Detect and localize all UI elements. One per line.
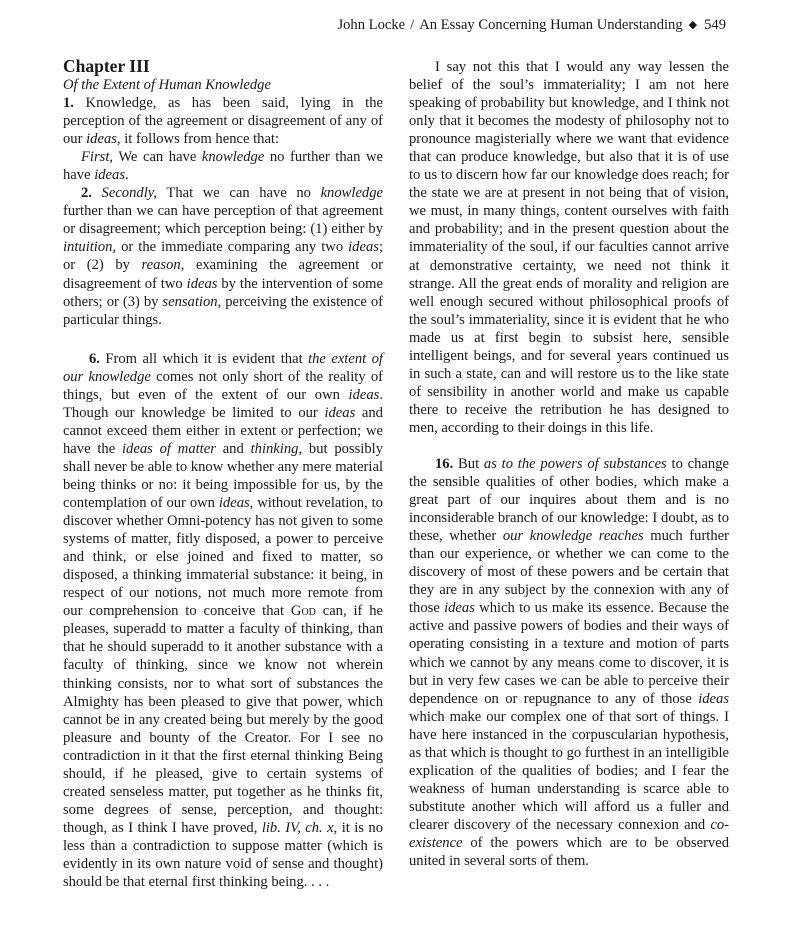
section-number: 16. [435, 455, 454, 472]
header-separator: / [410, 17, 415, 33]
section-1-paragraph [63, 94, 383, 148]
text-run: Knowledge, as has been said, lying in the perception of the agreement or disagreement of any of our [63, 95, 383, 148]
header-author: John Locke [337, 17, 406, 33]
text-run: But [453, 455, 484, 472]
italic-run: ideas [348, 386, 380, 403]
text-run: comes not only short of the reality of things, but even of the extent of our own [63, 368, 383, 403]
page-number: 549 [704, 17, 726, 33]
italic-run: ideas [186, 275, 218, 292]
italic-run: knowledge [201, 149, 265, 166]
italic-run: ideas [324, 404, 356, 421]
text-run: , but possibly shall never be able to know whether any mere material being thinks or no: it being impossible for us, by the contemplation of our own [63, 440, 384, 512]
text-run: , it follows from hence that: [116, 131, 280, 148]
text-run: , perceiving the existence of particular things. [63, 293, 383, 328]
immateriality-paragraph: I say not this that I would any way lessen the belief of the soul’s immateriality; I am not here speaking of probability but knowledge, and I think not only that it becomes the modesty of philosophy not to pronounce magisterially where we want that evidence that can produce knowledge, but also that it is of use to us to discern how far our knowledge does reach; for the state we are at present in not being that of vision, we must, in many things, content ourselves with faith and probability; and in the present question about the immateriality of the soul, if our faculties cannot arrive at demonstrative certainty, we need not think it strange. All the great ends of morality and religion are well enough secured without philosophical proofs of the soul’s immateriality, since it is evident that he who made us at first begin to subsist here, sensible intelligent beings, and for several years continued us in such a state, can and will restore us to the like state of sensibility in another world and make us capable there to receive the retribution he has designed to men, according to their doings in this life. [409, 59, 729, 436]
text-run: We can have [113, 149, 202, 166]
italic-run: ideas [86, 131, 117, 148]
text-run: , or the immediate comparing any two [112, 239, 349, 256]
first-paragraph [63, 148, 383, 184]
paragraph-gap [409, 437, 729, 455]
text-run: which make our complex one of that sort of things. I have here instanced in the corpuscularian hypothesis, as that which is thought to go furthest in an intelligible explication of the qualities of bodies; and I fear the weakness of human understanding is scarce able to substitute another which will afford us a fuller and clearer discovery of the necessary connexion and [409, 708, 729, 833]
text-run: no further than we have [63, 149, 383, 184]
right-column [409, 58, 729, 870]
text-run: . Though our knowledge be limited to our [63, 386, 383, 421]
text-run: From all which it is evident that [99, 350, 309, 367]
italic-run: lib. IV, ch. x [261, 819, 334, 836]
chapter-subtitle: Of the Extent of Human Knowledge [63, 77, 271, 93]
italic-run: reason [141, 257, 181, 274]
text-run: . [125, 167, 129, 184]
italic-run: ideas [218, 495, 250, 512]
italic-run: intuition [63, 239, 113, 256]
text-run: That we can have no [157, 185, 321, 202]
chapter-title: Chapter III [63, 56, 150, 76]
italic-run: ideas [348, 239, 379, 256]
paragraph-gap [63, 329, 383, 350]
text-run: , it is no less than a contradiction to suppose matter (which is evidently in its own nature void of sense and thought) should be that eternal first thinking being. . . . [63, 819, 383, 891]
section-number: 6. [89, 350, 100, 367]
section-number: 1. [63, 95, 74, 112]
text-run: and cannot exceed them either in extent or perfection; we have the [63, 404, 383, 457]
italic-run: sensation [162, 293, 218, 310]
text-run: which to us make its essence. Because the active and passive powers of bodies and their ways of operating consisting in a texture and motion of parts which we cannot by any means come to discover, it is but in very few cases we can be able to perceive their dependence on or repugnance to any of those [409, 600, 729, 707]
italic-run: ideas of matter [122, 440, 216, 457]
text-run: can, if he pleases, superadd to matter a faculty of thinking, than that he should superadd to it another substance with a faculty of thinking, since we know not wherein thinking consists, nor to what sort of substances the Almighty has been pleased to give that power, which cannot be in any created being but merely by the good pleasure and bounty of the Creator. For I see no contradiction in it that the first eternal thinking Being should, if he pleased, give to certain systems of created senseless matter, put together as he thinks fit, some degrees of sense, perception, and thought: though, as I think I have proved, [63, 603, 383, 836]
text-run: and [215, 440, 251, 457]
italic-run: Secondly, [91, 185, 158, 202]
text-run: by the intervention of some others; or (3) by [63, 275, 383, 310]
section-2-paragraph [63, 184, 383, 328]
text-run: , without revelation, to discover whether Omni-potency has not given to some systems of matter, fitly disposed, a power to perceive and think, or else joined and fixed to matter, so disposed, a thinking immaterial substance: it being, in respect of our notions, not much more remote from our comprehension to conceive that [63, 495, 383, 620]
italic-run: the extent of our knowledge [63, 350, 383, 385]
small-caps-run: God [290, 603, 316, 620]
italic-run: our knowledge reaches [502, 528, 644, 545]
text-run: , examining the agreement or disagreement of two [63, 257, 383, 292]
section-16-paragraph [409, 455, 729, 870]
italic-run: knowledge [320, 185, 383, 202]
section-6-paragraph [63, 350, 383, 891]
text-run: ; or (2) by [63, 239, 383, 274]
italic-run: ideas [444, 600, 475, 617]
italic-run: ideas [94, 167, 126, 184]
running-head [337, 17, 726, 34]
section-number: 2. [81, 185, 92, 202]
text-run: much further than our experience, or whether we can come to the discovery of most of these powers and be certain that they are in any subject by the connexion with any of those [409, 528, 729, 617]
italic-run: First, [81, 149, 114, 166]
text-run: further than we can have perception of that agreement or disagreement; which perception being: (1) either by [63, 203, 383, 238]
diamond-ornament-icon: ◆ [688, 19, 698, 31]
italic-run: thinking [250, 440, 299, 457]
left-column [63, 56, 383, 891]
italic-run: as to the powers of substances [483, 455, 667, 472]
header-book-title: An Essay Concerning Human Understanding [419, 17, 683, 33]
italic-run: ideas [698, 690, 729, 707]
text-run: to change the sensible qualities of other bodies, which make a great part of our inquires about them and is no inconsiderable branch of our knowledge: I doubt, as to these, whether [409, 455, 729, 545]
italic-run: co-existence [409, 816, 729, 851]
text-run: of the powers which are to be observed united in several sorts of them. [409, 834, 729, 870]
